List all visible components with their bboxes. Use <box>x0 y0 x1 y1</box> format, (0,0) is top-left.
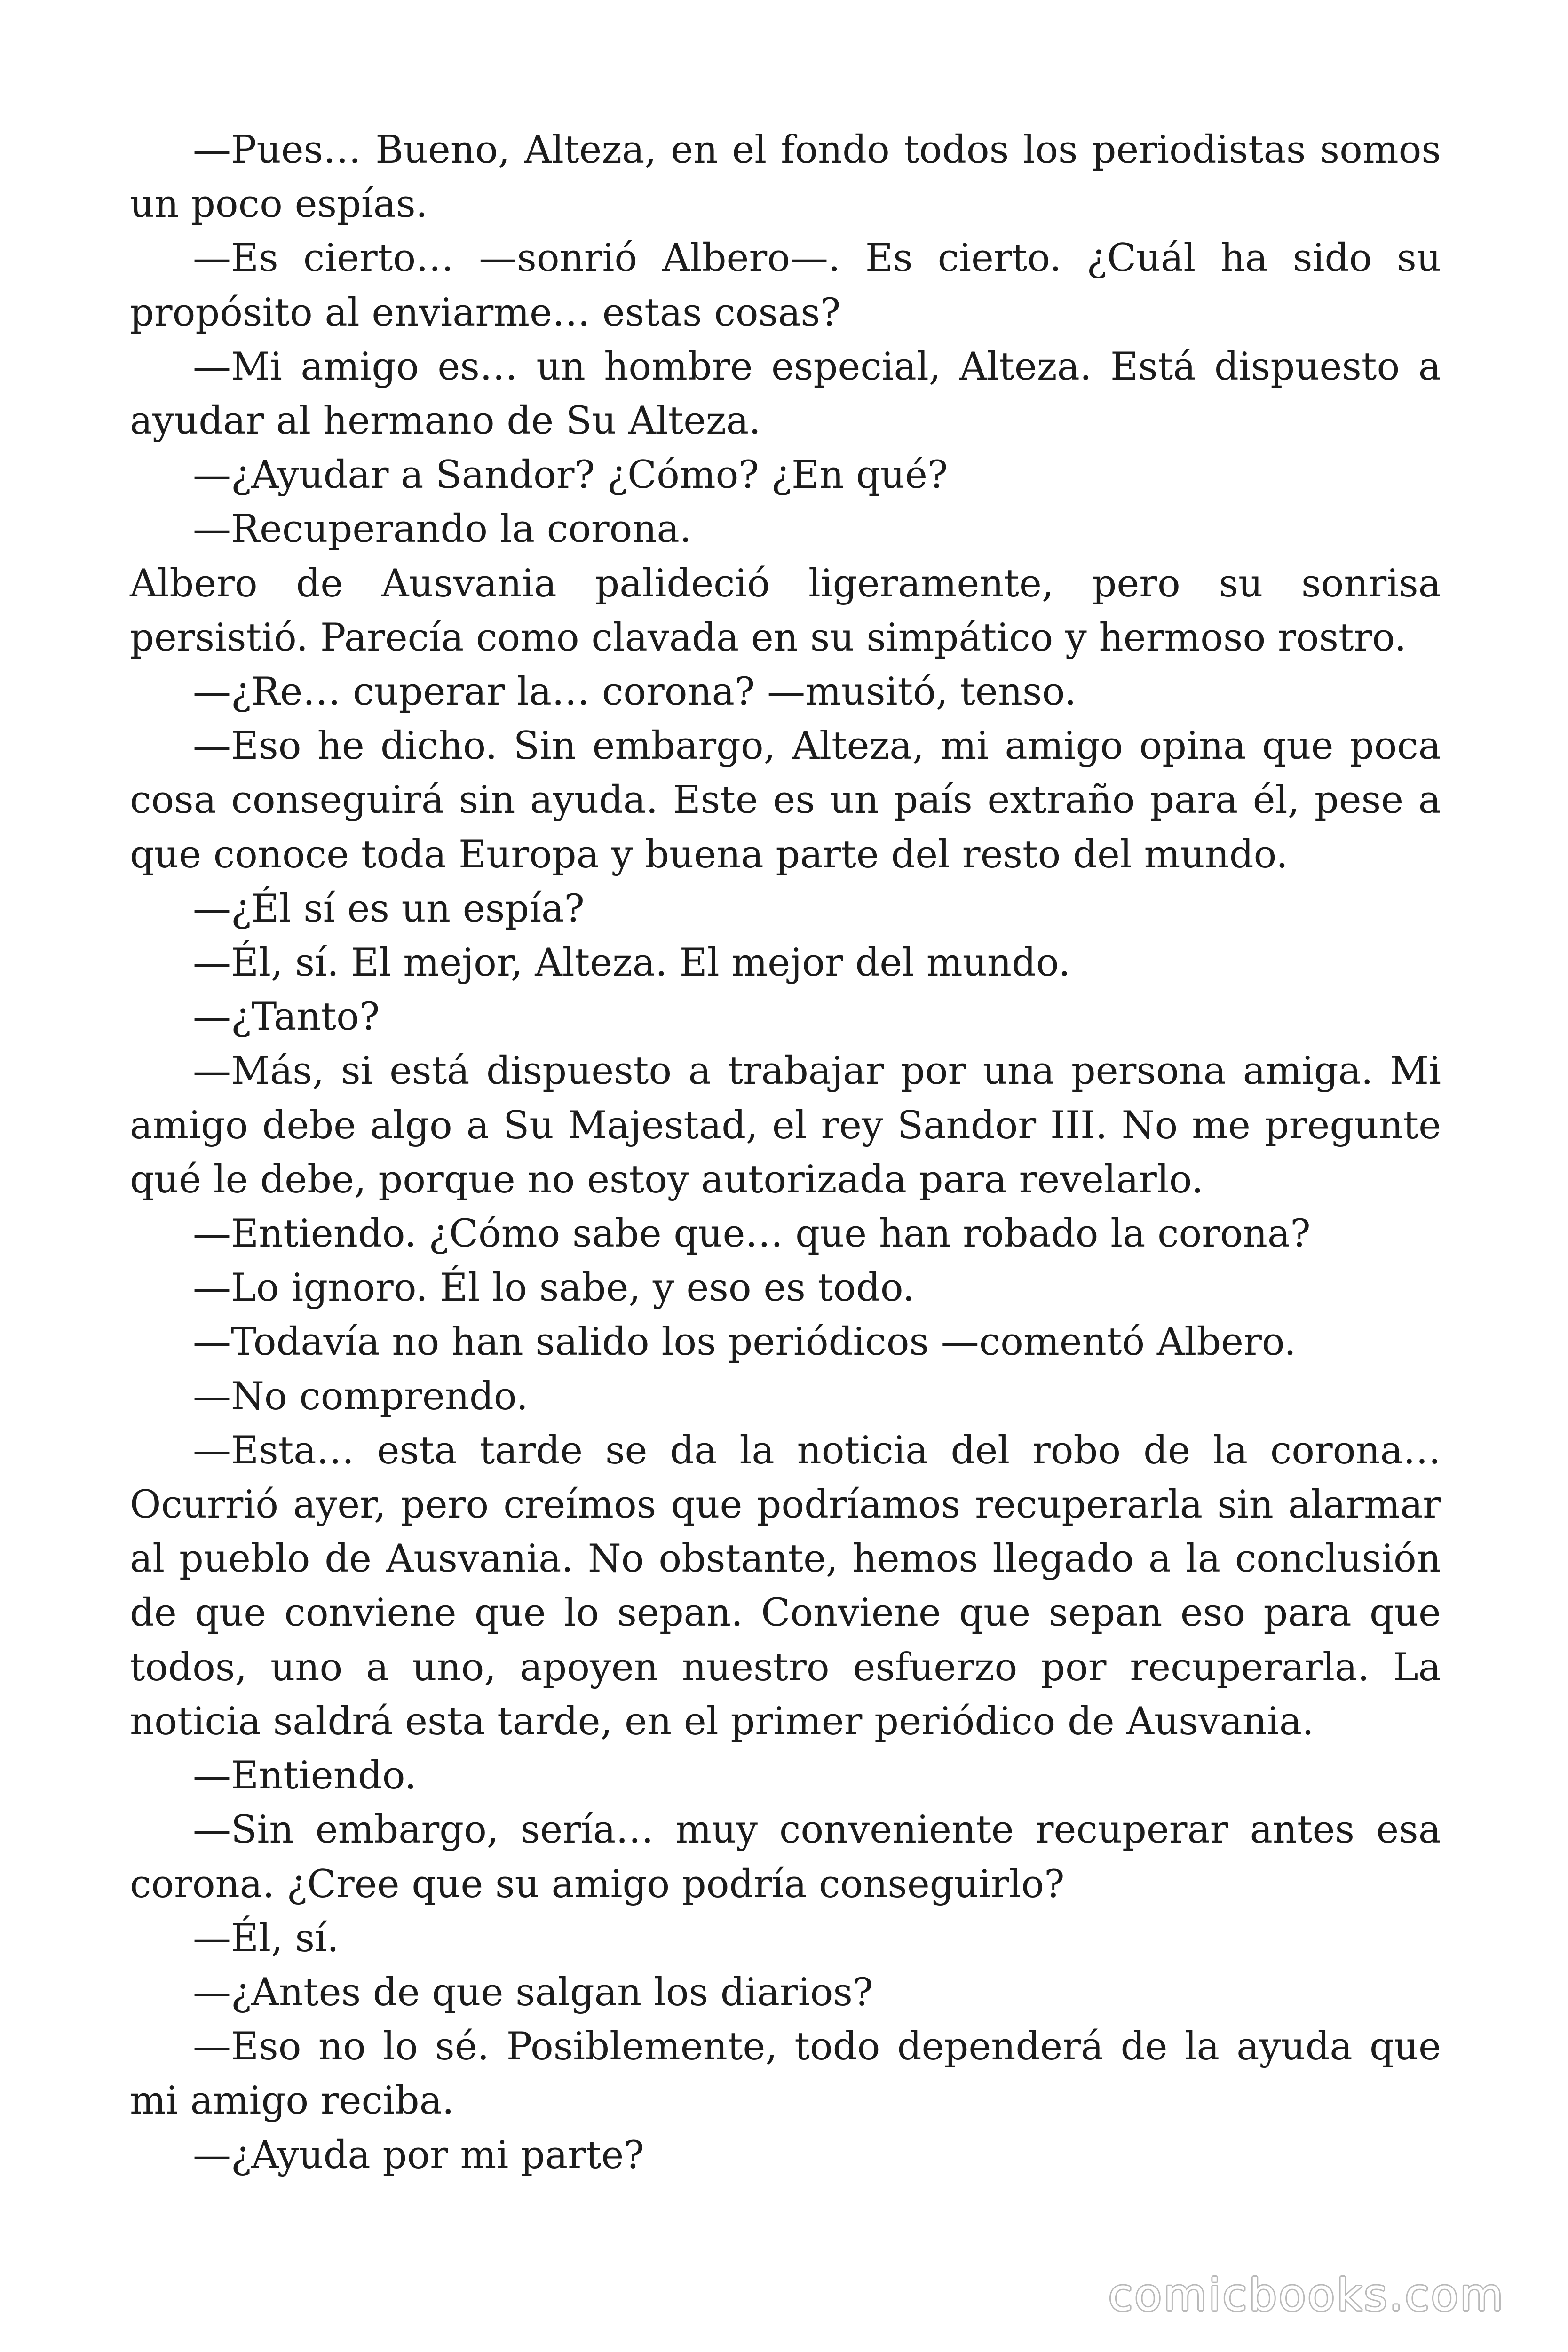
paragraph: —Él, sí. <box>193 1916 339 1961</box>
paragraph: —Entiendo. ¿Cómo sabe que… que han robado la corona? <box>193 1212 1311 1256</box>
paragraph: —Sin embargo, sería… muy conveniente recuperar antes esa corona. ¿Cree que su amigo podría conseguirlo? <box>130 1808 1441 1907</box>
paragraph: —Más, si está dispuesto a trabajar por una persona amiga. Mi amigo debe algo a Su Majestad, el rey Sandor III. No me pregunte qué le debe, porque no estoy autorizada para revelarlo. <box>130 1049 1441 1202</box>
paragraph: —Lo ignoro. Él lo sabe, y eso es todo. <box>193 1266 915 1311</box>
paragraph: —¿Antes de que salgan los diarios? <box>193 1970 873 2015</box>
paragraph: —¿Él sí es un espía? <box>193 886 585 931</box>
paragraph: —Todavía no han salido los periódicos —comentó Albero. <box>193 1320 1296 1365</box>
paragraph: —Mi amigo es… un hombre especial, Alteza. Está dispuesto a ayudar al hermano de Su Alteza. <box>130 344 1441 444</box>
paragraph: Albero de Ausvania palideció ligeramente, pero su sonrisa persistió. Parecía como clavada en su simpático y hermoso rostro. <box>130 561 1441 660</box>
watermark: comicbooks.com <box>1108 2270 1505 2321</box>
paragraph: —Pues… Bueno, Alteza, en el fondo todos los periodistas somos un poco espías. <box>130 128 1441 227</box>
paragraph: —¿Tanto? <box>193 995 380 1040</box>
paragraph: —Eso he dicho. Sin embargo, Alteza, mi amigo opina que poca cosa conseguirá sin ayuda. Este es un país extraño para él, pese a que conoce toda Europa y buena parte del resto del mundo. <box>130 724 1441 877</box>
paragraph: —¿Re… cuperar la… corona? —musitó, tenso. <box>193 670 1077 715</box>
paragraph: —Esta… esta tarde se da la noticia del robo de la corona… Ocurrió ayer, pero creímos que podríamos recuperarla sin alarmar al pueblo de Ausvania. No obstante, hemos llegado a la conclusión de que conviene que lo sepan. Conviene que sepan eso para que todos, uno a uno, apoyen nuestro esfuerzo por recuperarla. La noticia saldrá esta tarde, en el primer periódico de Ausvania. <box>130 1428 1441 1744</box>
paragraph: —Recuperando la corona. <box>193 507 692 552</box>
paragraph: —No comprendo. <box>193 1374 528 1419</box>
paragraph: —Es cierto… —sonrió Albero—. Es cierto. ¿Cuál ha sido su propósito al enviarme… estas cosas? <box>130 236 1441 335</box>
paragraph: —Entiendo. <box>193 1754 417 1798</box>
paragraph: —¿Ayudar a Sandor? ¿Cómo? ¿En qué? <box>193 453 948 498</box>
paragraph: —Eso no lo sé. Posiblemente, todo dependerá de la ayuda que mi amigo reciba. <box>130 2025 1441 2123</box>
paragraph: —Él, sí. El mejor, Alteza. El mejor del mundo. <box>193 941 1070 985</box>
paragraph: —¿Ayuda por mi parte? <box>193 2133 644 2177</box>
book-page-text <box>130 123 1441 2183</box>
